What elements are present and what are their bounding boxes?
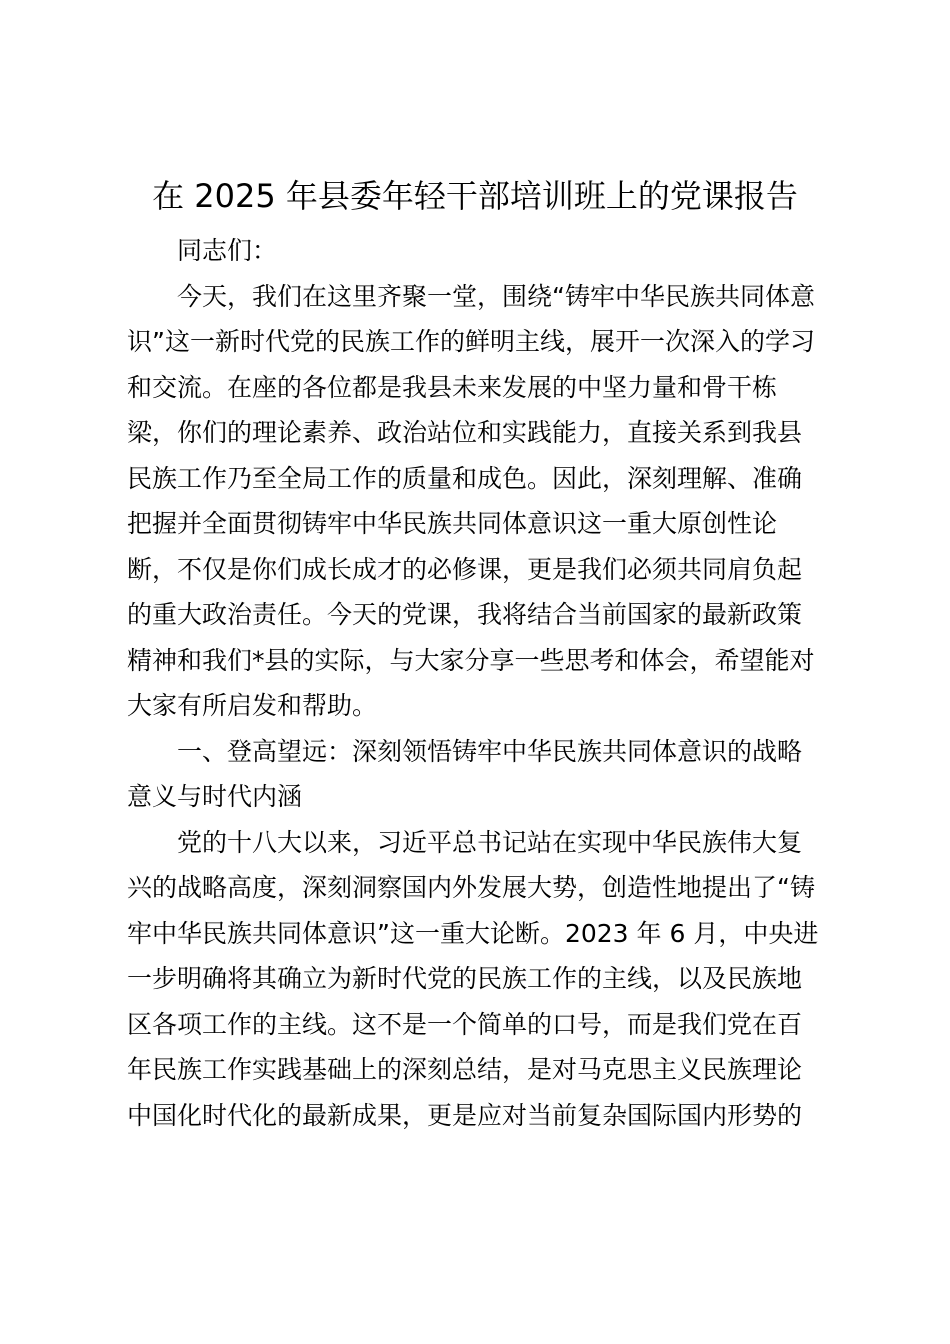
text-line: 年民族工作实践基础上的深刻总结，是对马克思主义民族理论 [127, 1055, 803, 1084]
text-line: 和交流。在座的各位都是我县未来发展的中坚力量和骨干栋 [127, 372, 778, 402]
section-heading: 意义与时代内涵 [127, 782, 303, 811]
text-line: 同志们： [177, 236, 278, 265]
text-line: 的重大政治责任。今天的党课，我将结合当前国家的最新政策 [127, 600, 803, 629]
text-line: 一步明确将其确立为新时代党的民族工作的主线，以及民族地 [127, 964, 803, 993]
text-line: 牢中华民族共同体意识”这一重大论断。2023 年 6 月，中央进 [127, 918, 819, 948]
document-body [127, 228, 847, 1138]
text-line: 断，不仅是你们成长成才的必修课，更是我们必须共同肩负起 [127, 554, 803, 584]
text-line: 兴的战略高度，深刻洞察国内外发展大势，创造性地提出了“铸 [127, 873, 815, 902]
text-line: 识”这一新时代党的民族工作的鲜明主线，展开一次深入的学习 [127, 327, 815, 356]
section-heading: 一、登高望远：深刻领悟铸牢中华民族共同体意识的战略 [177, 736, 803, 766]
text-line: 党的十八大以来，习近平总书记站在实现中华民族伟大复 [177, 827, 803, 857]
text-line: 民族工作乃至全局工作的质量和成色。因此，深刻理解、准确 [127, 463, 803, 493]
text-line: 今天，我们在这里齐聚一堂，围绕“铸牢中华民族共同体意 [177, 281, 815, 311]
text-line: 梁，你们的理论素养、政治站位和实践能力，直接关系到我县 [127, 418, 803, 447]
text-line: 区各项工作的主线。这不是一个简单的口号，而是我们党在百 [127, 1009, 803, 1039]
document-title: 在 2025 年县委年轻干部培训班上的党课报告 [152, 177, 798, 215]
text-line: 中国化时代化的最新成果，更是应对当前复杂国际国内形势的 [127, 1100, 803, 1130]
text-line: 大家有所启发和帮助。 [127, 691, 378, 720]
text-line: 精神和我们*县的实际，与大家分享一些思考和体会，希望能对 [127, 645, 815, 675]
text-line: 把握并全面贯彻铸牢中华民族共同体意识这一重大原创性论 [127, 509, 778, 538]
